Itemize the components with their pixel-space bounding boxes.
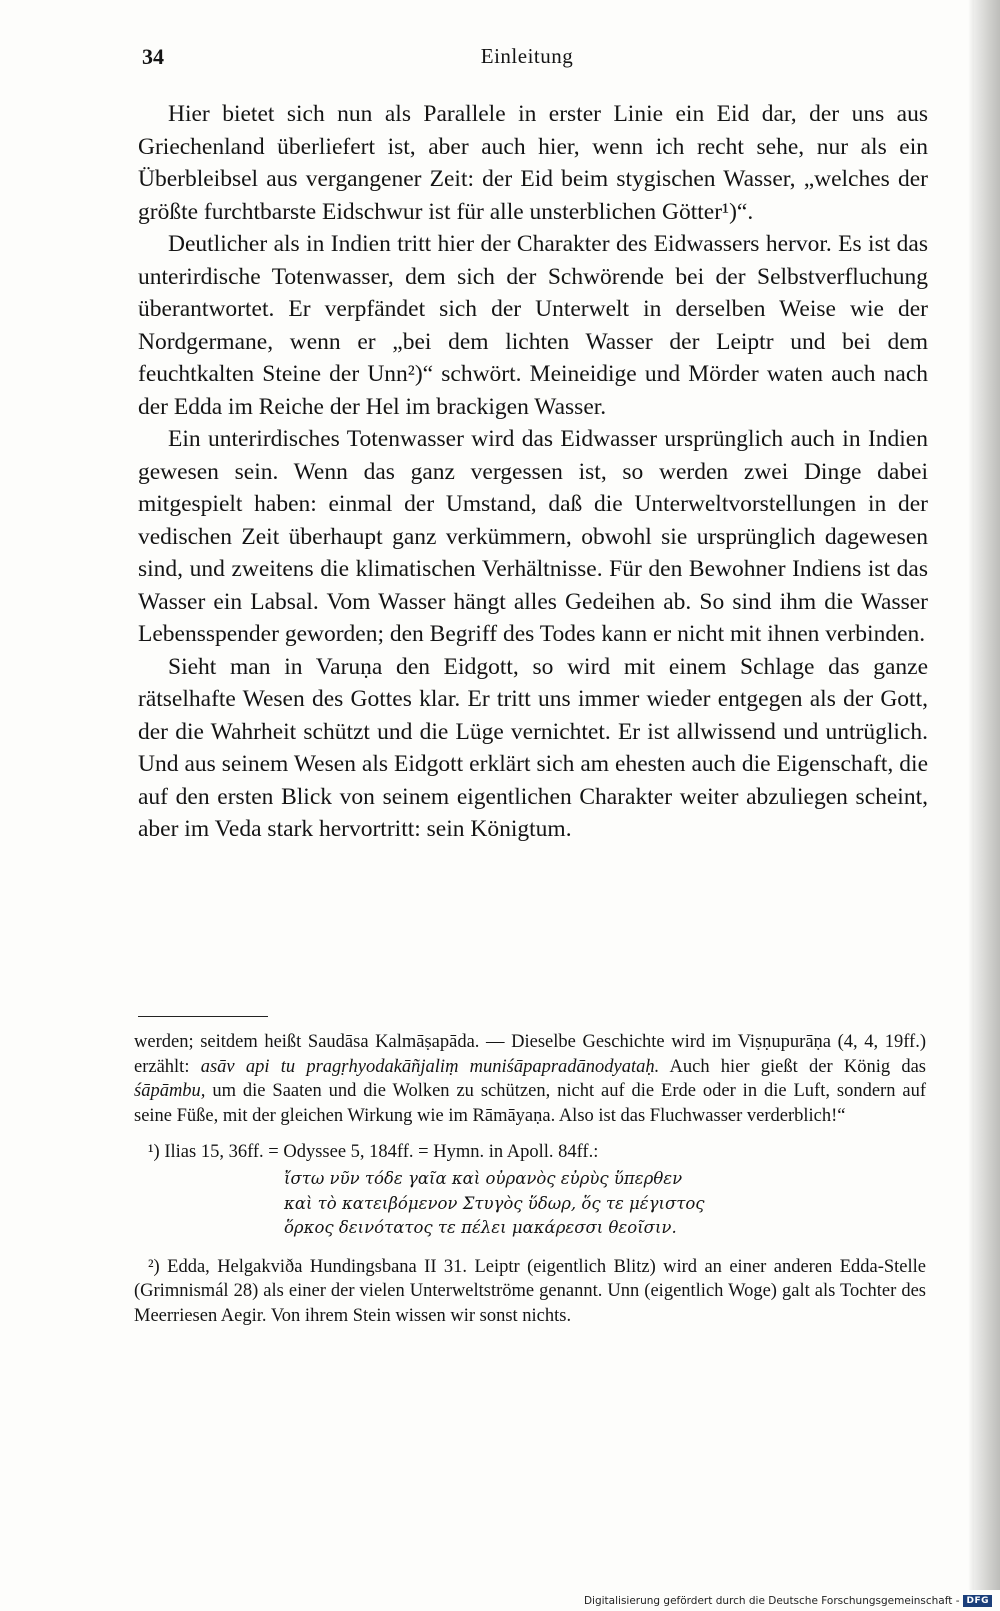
footnote-continuation-text-1: werden; seitdem heißt Saudāsa Kalmāṣapāda. — Dieselbe Geschichte wird im Viṣṇupurāṇa (4, 4, 19ff.) erzählt: — [134, 1032, 926, 1077]
page-number: 34 — [142, 44, 164, 69]
paragraph-4: Sieht man in Varuṇa den Eidgott, so wird mit einem Schlage das ganze rätselhafte Wesen des Gottes klar. Er tritt uns immer wieder entgegen als der Gott, der die Wahrheit schützt und die Lüge vernichtet. Er ist allwissend und untrüglich. Und aus seinem Wesen als Eidgott erklärt sich am ehesten auch die Eigenschaft, die auf den ersten Blick von seinem eigentlichen Charakter weiter abzuliegen scheint, aber im Veda stark hervortritt: sein Königtum. — [138, 653, 928, 842]
footnote-1-marker: ¹) — [148, 1142, 160, 1163]
footnote-separator — [138, 1016, 268, 1017]
footnote-2-text: Edda, Helgakviða Hundingsbana II 31. Leiptr (eigentlich Blitz) wird an einer anderen Edda-Stelle (Grimnismál 28) als einer der vielen Unterweltströme genannt. Unn (eigentlich Woge) galt als Tochter des Meerriesen Aegir. Von ihrem Stein wissen wir sonst nichts. — [134, 1256, 927, 1326]
digitization-note: Digitalisierung gefördert durch die Deutsche Forschungsgemeinschaft - — [583, 1595, 960, 1607]
running-head: Einleitung — [480, 44, 574, 68]
main-text — [138, 98, 928, 846]
paragraph-2: Deutlicher als in Indien tritt hier der Charakter des Eidwassers hervor. Es ist das unterirdische Totenwasser, dem sich der Schwörende bei der Selbstverfluchung überantwortet. Er verpfändet sich der Unterwelt in derselben Weise wie der Nordgermane, wenn er „bei dem lichten Wasser der Leiptr und bei dem feuchtkalten Steine der Unn²)“ schwört. Meineidige und Mörder waten auch nach der Edda im Reiche der Hel im brackigen Wasser. — [138, 231, 928, 420]
dfg-logo: DFG — [963, 1595, 992, 1607]
paragraph-3: Ein unterirdisches Totenwasser wird das Eidwasser ursprünglich auch in Indien gewesen sein. Wenn das ganz vergessen ist, so werden zwei Dinge dabei mitgespielt haben: einmal der Umstand, daß die Unterweltvorstellungen in der vedischen Zeit überhaupt ganz verkümmern, obwohl sie ursprünglich dagewesen sind, und zweitens die klimatischen Verhältnisse. Für den Bewohner Indiens ist das Wasser ein Labsal. Vom Wasser hängt alles Gedeihen ab. So sind ihm die Wasser Lebensspender geworden; den Begriff des Todes kann er nicht mit ihnen verbinden. — [138, 426, 928, 647]
footnotes — [134, 1030, 926, 1329]
footnote-continuation — [134, 1030, 926, 1128]
page-header — [142, 44, 912, 74]
footnote-continuation-sanskrit-quote: asāv api tu pragṛhyodakāñjaliṃ muniśāpapradānodyataḥ. — [200, 1056, 660, 1077]
footnote-1-text: Ilias 15, 36ff. = Odyssee 5, 184ff. = Hymn. in Apoll. 84ff.: — [164, 1142, 599, 1163]
greek-quotation — [284, 1167, 926, 1241]
digitization-credit — [584, 1595, 992, 1607]
page-edge — [974, 0, 1000, 1590]
footnote-2 — [134, 1255, 926, 1329]
paragraph-1: Hier bietet sich nun als Parallele in erster Linie ein Eid dar, der uns aus Griechenland überliefert ist, aber auch hier, wenn ich recht sehe, nur als ein Überbleibsel aus vergangener Zeit: der Eid beim stygischen Wasser, „welches der größte furchtbarste Eidschwur ist für alle unsterblichen Götter¹)“. — [138, 101, 928, 225]
footnote-continuation-text-2: Auch hier gießt der König das — [659, 1056, 927, 1077]
greek-line-1: ἴστω νῦν τόδε γαῖα καὶ οὐρανὸς εὐρὺς ὕπερθεν — [284, 1168, 683, 1188]
footnote-continuation-text-3: um die Saaten und die Wolken zu schützen, nicht auf die Erde oder in die Luft, sondern auf seine Füße, mit der gleichen Wirkung wie im Rāmāyaṇa. Also ist das Fluchwasser verderblich!“ — [134, 1081, 926, 1126]
greek-line-3: ὅρκος δεινότατος τε πέλει μακάρεσσι θεοῖσιν. — [284, 1218, 677, 1238]
footnote-continuation-sanskrit-term: śāpāmbu, — [134, 1081, 206, 1102]
greek-line-2: καὶ τὸ κατειβόμενον Στυγὸς ὕδωρ, ὅς τε μέγιστος — [284, 1193, 705, 1213]
footnote-2-marker: ²) — [148, 1256, 160, 1277]
footnote-1 — [134, 1140, 926, 1165]
